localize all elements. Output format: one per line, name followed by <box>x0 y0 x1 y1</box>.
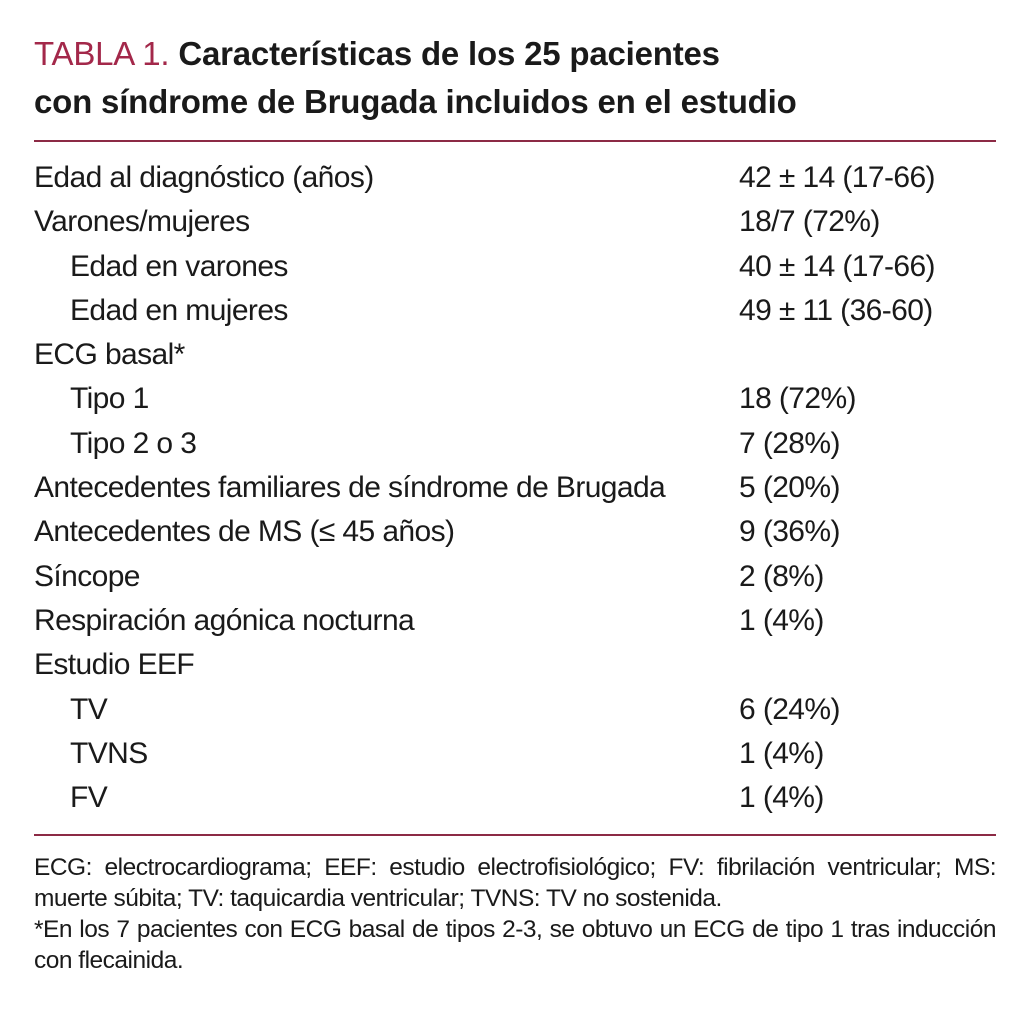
row-value: 18 (72%) <box>739 382 856 416</box>
table-number-label: TABLA 1. <box>34 35 170 72</box>
footnote-asterisk: *En los 7 pacientes con ECG basal de tipos 2-3, se obtuvo un ECG de tipo 1 tras inducción con flecainida. <box>34 916 996 975</box>
table-caption <box>34 30 996 126</box>
row-value: 1 (4%) <box>739 603 824 637</box>
top-rule <box>34 140 996 142</box>
table-figure <box>34 30 996 976</box>
table-row <box>34 289 996 333</box>
table-title-line1: Características de los 25 pacientes <box>178 35 720 72</box>
row-label: Antecedentes de MS (≤ 45 años) <box>34 515 455 549</box>
row-label: Antecedentes familiares de síndrome de Brugada <box>34 471 666 505</box>
row-value: 40 ± 14 (17-66) <box>739 249 935 283</box>
table-row <box>34 599 996 643</box>
row-value: 42 ± 14 (17-66) <box>739 161 935 194</box>
row-label: Síncope <box>34 559 140 593</box>
table-row <box>34 333 996 377</box>
row-label: ECG basal* <box>34 338 185 372</box>
row-label: Edad al diagnóstico (años) <box>34 161 374 194</box>
row-label: Respiración agónica nocturna <box>34 603 415 637</box>
row-value: 7 (28%) <box>739 426 840 460</box>
table-row <box>34 200 996 244</box>
footnote-abbreviations: ECG: electrocardiograma; EEF: estudio electrofisiológico; FV: fibrilación ventricular; MS: muerte súbita; TV: taquicardia ventricular; TVNS: TV no sostenida. <box>34 854 996 913</box>
row-value: 5 (20%) <box>739 471 840 505</box>
table-title-line2: con síndrome de Brugada incluidos en el estudio <box>34 83 797 120</box>
row-label: TV <box>70 692 108 726</box>
table-row <box>34 156 996 200</box>
row-value: 6 (24%) <box>739 692 840 726</box>
bottom-rule <box>34 834 996 836</box>
table-row <box>34 466 996 510</box>
row-label: Tipo 1 <box>70 382 149 416</box>
table-row <box>34 732 996 776</box>
row-value: 9 (36%) <box>739 515 840 549</box>
row-label: Estudio EEF <box>34 648 195 682</box>
table-footnotes <box>34 852 996 976</box>
row-value: 18/7 (72%) <box>739 205 880 239</box>
table-row <box>34 377 996 421</box>
table-row <box>34 245 996 289</box>
table-row <box>34 776 996 820</box>
table-body <box>34 156 996 834</box>
row-value: 2 (8%) <box>739 559 824 593</box>
table-row <box>34 643 996 687</box>
table-row <box>34 422 996 466</box>
row-label: Tipo 2 o 3 <box>70 426 197 460</box>
row-label: Edad en mujeres <box>70 293 288 327</box>
row-label: FV <box>70 781 108 815</box>
row-value: 1 (4%) <box>739 736 824 770</box>
row-value: 1 (4%) <box>739 781 824 815</box>
table-row <box>34 688 996 732</box>
row-label: TVNS <box>70 736 148 770</box>
row-value: 49 ± 11 (36-60) <box>739 293 933 327</box>
row-label: Varones/mujeres <box>34 205 250 239</box>
row-label: Edad en varones <box>70 249 288 283</box>
table-row <box>34 510 996 554</box>
table-row <box>34 555 996 599</box>
